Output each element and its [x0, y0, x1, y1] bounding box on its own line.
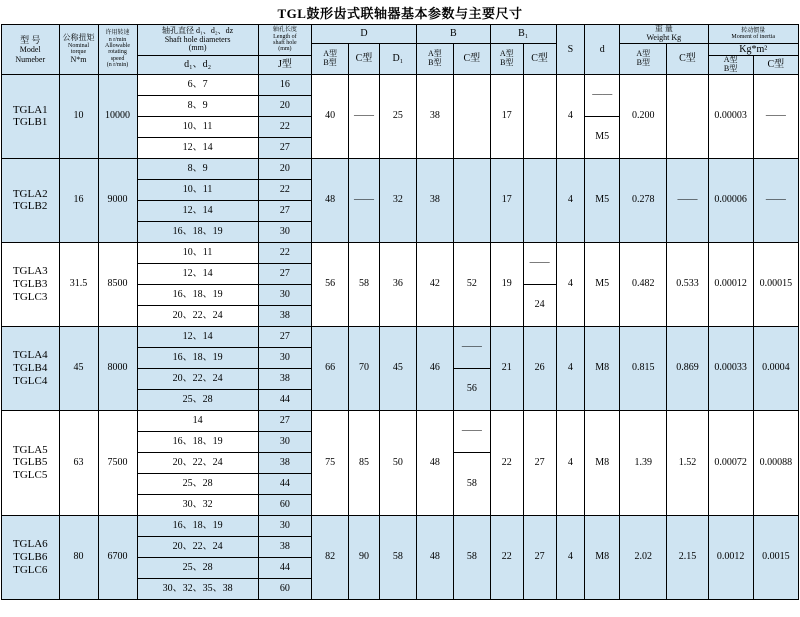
header-torque: 公称扭矩 Nominal torque N*m [59, 25, 98, 75]
model-cell: TGLA4 TGLB4 TGLC4 [2, 326, 60, 410]
header-D1: D₁ [379, 43, 416, 74]
B1-A-cell: 17 [490, 74, 523, 158]
D-C-cell: 70 [349, 326, 380, 410]
inertia-C-cell: —— [753, 158, 798, 242]
length-cell: 44 [258, 389, 311, 410]
weight-A-cell: 0.815 [620, 326, 667, 410]
S-cell: 4 [556, 410, 585, 515]
d-cell: M8 [585, 326, 620, 410]
length-cell: 30 [258, 284, 311, 305]
d-cell: M5 [585, 116, 620, 158]
table-row [2, 410, 799, 431]
length-cell: 22 [258, 179, 311, 200]
length-cell: 16 [258, 74, 311, 95]
B1-A-cell: 21 [490, 326, 523, 410]
header-weight-group: 重 量 Weight Kg [620, 25, 708, 44]
table-header-row-1 [2, 25, 799, 44]
B1-A-cell: 22 [490, 410, 523, 515]
bore-cell: 16、18、19 [137, 431, 258, 452]
weight-A-cell: 0.278 [620, 158, 667, 242]
S-cell: 4 [556, 515, 585, 599]
bore-cell: 30、32、35、38 [137, 578, 258, 599]
length-cell: 60 [258, 578, 311, 599]
header-B1-A: A型 B型 [490, 43, 523, 74]
B1-C-cell: 27 [523, 410, 556, 515]
header-length-type: J型 [258, 56, 311, 75]
length-cell: 27 [258, 137, 311, 158]
length-cell: 27 [258, 263, 311, 284]
B-C-cell [453, 158, 490, 242]
length-cell: 30 [258, 515, 311, 536]
B1-C-cell [523, 158, 556, 242]
D1-cell: 36 [379, 242, 416, 326]
table-row [2, 74, 799, 95]
B1-A-cell: 19 [490, 242, 523, 326]
table-row [2, 515, 799, 536]
model-cell: TGLA2 TGLB2 [2, 158, 60, 242]
inertia-C-cell: 0.00015 [753, 242, 798, 326]
inertia-C-cell: 0.0004 [753, 326, 798, 410]
bore-cell: 10、11 [137, 242, 258, 263]
inertia-A-cell: 0.00033 [708, 326, 753, 410]
length-cell: 20 [258, 95, 311, 116]
length-cell: 27 [258, 410, 311, 431]
weight-A-cell: 0.200 [620, 74, 667, 158]
S-cell: 4 [556, 74, 585, 158]
S-cell: 4 [556, 326, 585, 410]
D-C-cell: 90 [349, 515, 380, 599]
header-B-A: A型 B型 [416, 43, 453, 74]
header-weight-C: C型 [667, 43, 708, 74]
D-A-cell: 48 [312, 158, 349, 242]
length-cell: 30 [258, 347, 311, 368]
inertia-A-cell: 0.00012 [708, 242, 753, 326]
bore-cell: 25、28 [137, 389, 258, 410]
spec-table [1, 24, 799, 600]
B1-A-cell: 22 [490, 515, 523, 599]
D-C-cell: —— [349, 158, 380, 242]
D-A-cell: 56 [312, 242, 349, 326]
bore-cell: 10、11 [137, 179, 258, 200]
header-S: S [556, 25, 585, 75]
header-bore-sub: d₁、d₂ [137, 56, 258, 75]
bore-cell: 25、28 [137, 557, 258, 578]
B-A-cell: 38 [416, 74, 453, 158]
speed-cell: 8000 [98, 326, 137, 410]
B-A-cell: 48 [416, 515, 453, 599]
length-cell: 38 [258, 368, 311, 389]
length-cell: 38 [258, 452, 311, 473]
length-cell: 22 [258, 116, 311, 137]
B-A-cell: 42 [416, 242, 453, 326]
D1-cell: 25 [379, 74, 416, 158]
model-cell: TGLA6 TGLB6 TGLC6 [2, 515, 60, 599]
length-cell: 38 [258, 305, 311, 326]
model-cell: TGLA5 TGLB5 TGLC5 [2, 410, 60, 515]
speed-cell: 8500 [98, 242, 137, 326]
speed-cell: 9000 [98, 158, 137, 242]
header-D-C: C型 [349, 43, 380, 74]
B1-C-cell: 26 [523, 326, 556, 410]
length-cell: 44 [258, 473, 311, 494]
D-A-cell: 75 [312, 410, 349, 515]
bore-cell: 20、22、24 [137, 536, 258, 557]
B-C-cell: 52 [453, 242, 490, 326]
header-inertia-C: C型 [753, 56, 798, 75]
bore-cell: 8、9 [137, 158, 258, 179]
length-cell: 27 [258, 200, 311, 221]
d-cell: M8 [585, 515, 620, 599]
weight-C-cell: 1.52 [667, 410, 708, 515]
header-speed: 许用转速 n r/min Allowable rotating speed (n r/min) [98, 25, 137, 75]
inertia-A-cell: 0.00003 [708, 74, 753, 158]
length-cell: 44 [258, 557, 311, 578]
model-cell: TGLA3 TGLB3 TGLC3 [2, 242, 60, 326]
B-C-top-cell: —— [453, 326, 490, 368]
bore-cell: 16、18、19 [137, 347, 258, 368]
inertia-C-cell: —— [753, 74, 798, 158]
D-C-cell: 85 [349, 410, 380, 515]
bore-cell: 20、22、24 [137, 452, 258, 473]
speed-cell: 6700 [98, 515, 137, 599]
B-C-top-cell: —— [453, 410, 490, 452]
bore-cell: 20、22、24 [137, 368, 258, 389]
speed-cell: 10000 [98, 74, 137, 158]
table-row [2, 242, 799, 263]
table-row [2, 158, 799, 179]
weight-C-cell: 2.15 [667, 515, 708, 599]
B1-C-top-cell: —— [523, 242, 556, 284]
bore-cell: 6、7 [137, 74, 258, 95]
S-cell: 4 [556, 158, 585, 242]
length-cell: 38 [258, 536, 311, 557]
torque-cell: 16 [59, 158, 98, 242]
model-cell: TGLA1 TGLB1 [2, 74, 60, 158]
speed-cell: 7500 [98, 410, 137, 515]
B-C-cell: 58 [453, 515, 490, 599]
B1-C-cell [523, 74, 556, 158]
B1-C-cell: 24 [523, 284, 556, 326]
D1-cell: 45 [379, 326, 416, 410]
bore-cell: 10、11 [137, 116, 258, 137]
D-A-cell: 40 [312, 74, 349, 158]
B-A-cell: 48 [416, 410, 453, 515]
header-B-C: C型 [453, 43, 490, 74]
S-cell: 4 [556, 242, 585, 326]
header-d: d [585, 25, 620, 75]
B-C-cell: 58 [453, 452, 490, 515]
inertia-C-cell: 0.00088 [753, 410, 798, 515]
header-length: 轴孔长度 Length of shaft hole (mm) [258, 25, 311, 56]
d-cell: M5 [585, 242, 620, 326]
length-cell: 30 [258, 431, 311, 452]
B-A-cell: 46 [416, 326, 453, 410]
D1-cell: 58 [379, 515, 416, 599]
header-inertia-unit: Kg*m² [708, 43, 799, 56]
length-cell: 30 [258, 221, 311, 242]
weight-C-cell: —— [667, 158, 708, 242]
B1-C-cell: 27 [523, 515, 556, 599]
bore-cell: 12、14 [137, 200, 258, 221]
table-row [2, 326, 799, 347]
weight-C-cell: 0.533 [667, 242, 708, 326]
bore-cell: 16、18、19 [137, 515, 258, 536]
D-A-cell: 82 [312, 515, 349, 599]
d-cell: M8 [585, 410, 620, 515]
B-A-cell: 38 [416, 158, 453, 242]
page-title: TGL鼓形齿式联轴器基本参数与主要尺寸 [277, 6, 523, 21]
weight-C-cell [667, 74, 708, 158]
weight-A-cell: 0.482 [620, 242, 667, 326]
header-model: 型 号 Model Numeber [2, 25, 60, 75]
torque-cell: 63 [59, 410, 98, 515]
B1-A-cell: 17 [490, 158, 523, 242]
length-cell: 60 [258, 494, 311, 515]
weight-A-cell: 1.39 [620, 410, 667, 515]
d-top-cell: —— [585, 74, 620, 116]
torque-cell: 10 [59, 74, 98, 158]
header-B-group: B [416, 25, 490, 44]
bore-cell: 12、14 [137, 326, 258, 347]
bore-cell: 30、32 [137, 494, 258, 515]
D-A-cell: 66 [312, 326, 349, 410]
bore-cell: 25、28 [137, 473, 258, 494]
header-inertia-A: A型 B型 [708, 56, 753, 75]
d-cell: M5 [585, 158, 620, 242]
B-C-cell [453, 74, 490, 158]
length-cell: 20 [258, 158, 311, 179]
torque-cell: 31.5 [59, 242, 98, 326]
header-B1-C: C型 [523, 43, 556, 74]
bore-cell: 16、18、19 [137, 284, 258, 305]
weight-A-cell: 2.02 [620, 515, 667, 599]
header-inertia-group: 转动惯量 Moment of inertia [708, 25, 799, 44]
bore-cell: 12、14 [137, 137, 258, 158]
bore-cell: 8、9 [137, 95, 258, 116]
inertia-C-cell: 0.0015 [753, 515, 798, 599]
length-cell: 27 [258, 326, 311, 347]
header-D-group: D [312, 25, 417, 44]
bore-cell: 20、22、24 [137, 305, 258, 326]
D-C-cell: —— [349, 74, 380, 158]
D1-cell: 50 [379, 410, 416, 515]
header-bore: 轴孔直径 d₁、d₂、dz Shaft hole diameters (mm) [137, 25, 258, 56]
torque-cell: 80 [59, 515, 98, 599]
header-weight-A: A型 B型 [620, 43, 667, 74]
B-C-cell: 56 [453, 368, 490, 410]
bore-cell: 14 [137, 410, 258, 431]
bore-cell: 12、14 [137, 263, 258, 284]
length-cell: 22 [258, 242, 311, 263]
inertia-A-cell: 0.0012 [708, 515, 753, 599]
header-D-A: A型 B型 [312, 43, 349, 74]
header-B1-group: B₁ [490, 25, 556, 44]
D1-cell: 32 [379, 158, 416, 242]
weight-C-cell: 0.869 [667, 326, 708, 410]
D-C-cell: 58 [349, 242, 380, 326]
inertia-A-cell: 0.00006 [708, 158, 753, 242]
inertia-A-cell: 0.00072 [708, 410, 753, 515]
bore-cell: 16、18、19 [137, 221, 258, 242]
torque-cell: 45 [59, 326, 98, 410]
